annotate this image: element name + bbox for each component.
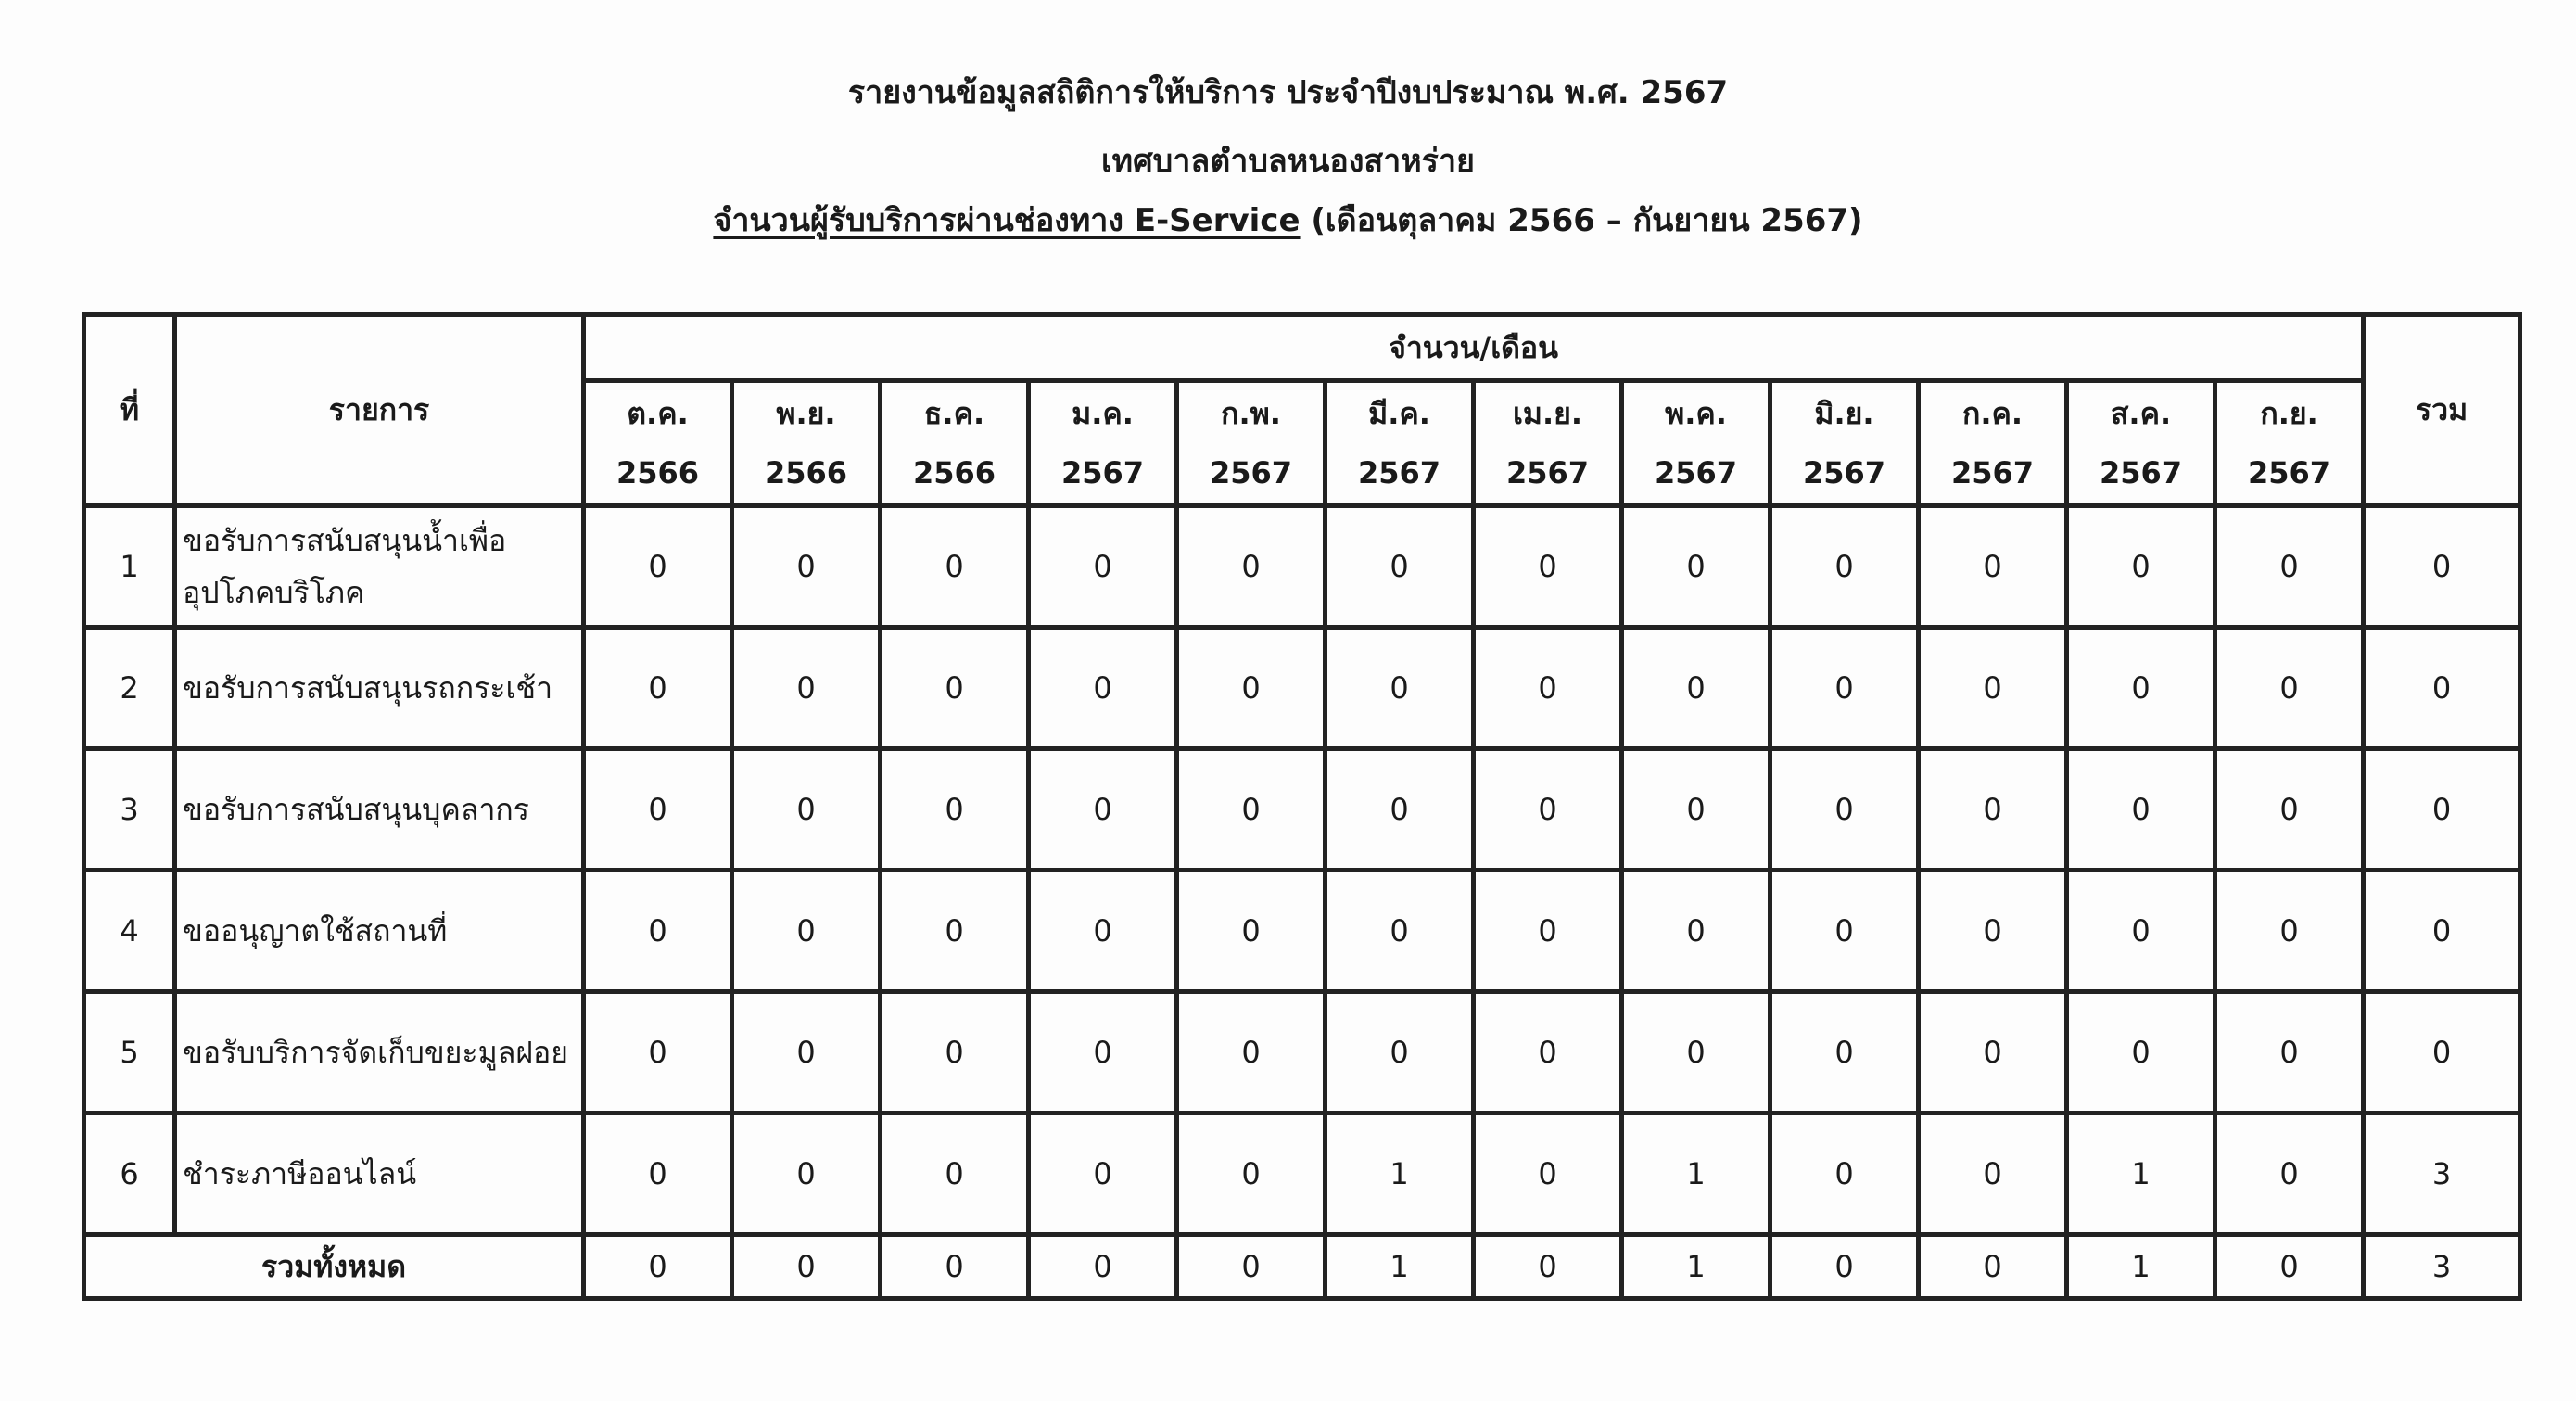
table-row (84, 871, 2520, 992)
row-month-value: 0 (1326, 628, 1474, 749)
row-item: ขออนุญาตใช้สถานที่ (175, 871, 584, 992)
row-month-value: 1 (1622, 1114, 1770, 1235)
row-month-value: 0 (732, 992, 881, 1114)
header-month-name: ธ.ค. (923, 396, 985, 431)
grand-total-month-value: 0 (1770, 1235, 1919, 1299)
row-month-value: 0 (1029, 1114, 1177, 1235)
table-row (84, 628, 2520, 749)
header-month (2067, 381, 2215, 506)
row-item: ขอรับการสนับสนุนบุคลากร (175, 749, 584, 871)
header-row-top (84, 315, 2520, 381)
grand-total-month-value: 0 (1474, 1235, 1622, 1299)
row-month-value: 0 (2067, 871, 2215, 992)
header-month-year: 2567 (2099, 455, 2183, 490)
header-month-group: จำนวน/เดือน (584, 315, 2364, 381)
header-month-year: 2567 (1505, 455, 1590, 490)
header-month-name: ก.ค. (1961, 396, 2024, 431)
row-month-value: 0 (1029, 749, 1177, 871)
grand-total-month-value: 0 (881, 1235, 1029, 1299)
row-month-value: 0 (2067, 506, 2215, 628)
row-item: ขอรับการสนับสนุนรถกระเช้า (175, 628, 584, 749)
row-total: 0 (2364, 992, 2520, 1114)
row-month-value: 0 (1770, 749, 1919, 871)
row-month-value: 0 (1622, 871, 1770, 992)
row-month-value: 0 (2215, 871, 2364, 992)
row-month-value: 0 (1177, 992, 1326, 1114)
row-month-value: 0 (584, 1114, 732, 1235)
row-number: 6 (84, 1114, 175, 1235)
row-item: ชำระภาษีออนไลน์ (175, 1114, 584, 1235)
grand-total-month-value: 0 (1919, 1235, 2067, 1299)
header-no: ที่ (84, 315, 175, 506)
header-month-name: พ.ย. (776, 396, 836, 431)
row-month-value: 0 (881, 506, 1029, 628)
row-month-value: 0 (732, 749, 881, 871)
row-item: ขอรับการสนับสนุนน้ำเพื่ออุปโภคบริโภค (175, 506, 584, 628)
header-month-name: มี.ค. (1368, 396, 1430, 431)
row-month-value: 0 (2215, 749, 2364, 871)
table-row (84, 749, 2520, 871)
row-month-value: 0 (1177, 1114, 1326, 1235)
row-number: 5 (84, 992, 175, 1114)
row-month-value: 0 (2215, 628, 2364, 749)
row-month-value: 0 (1474, 628, 1622, 749)
organization-name: เทศบาลตำบลหนองสาหร่าย (1101, 143, 1475, 180)
header-month (1919, 381, 2067, 506)
row-month-value: 0 (1177, 749, 1326, 871)
header-month (1326, 381, 1474, 506)
grand-total-month-value: 1 (1326, 1235, 1474, 1299)
header-month (1029, 381, 1177, 506)
grand-total-month-value: 0 (732, 1235, 881, 1299)
row-month-value: 0 (1622, 749, 1770, 871)
row-total: 0 (2364, 871, 2520, 992)
table-row (84, 1114, 2520, 1235)
row-month-value: 0 (1622, 992, 1770, 1114)
row-month-value: 0 (1919, 871, 2067, 992)
row-month-value: 0 (1474, 506, 1622, 628)
header-month-name: ก.พ. (1221, 396, 1281, 431)
row-month-value: 0 (1029, 628, 1177, 749)
row-month-value: 0 (1919, 628, 2067, 749)
row-month-value: 0 (732, 1114, 881, 1235)
row-month-value: 0 (1622, 506, 1770, 628)
header-month-year: 2567 (1209, 455, 1293, 490)
row-month-value: 0 (1770, 992, 1919, 1114)
row-month-value: 0 (1770, 1114, 1919, 1235)
header-month-year: 2567 (1357, 455, 1441, 490)
grand-total-value: 3 (2364, 1235, 2520, 1299)
row-month-value: 0 (732, 506, 881, 628)
row-month-value: 0 (1177, 871, 1326, 992)
row-item: ขอรับบริการจัดเก็บขยะมูลฝอย (175, 992, 584, 1114)
row-month-value: 0 (1326, 992, 1474, 1114)
row-month-value: 0 (2067, 992, 2215, 1114)
row-total: 0 (2364, 506, 2520, 628)
row-month-value: 0 (1474, 871, 1622, 992)
report-title: รายงานข้อมูลสถิติการให้บริการ ประจำปีงบประมาณ พ.ศ. 2567 (847, 74, 1729, 111)
row-month-value: 0 (1770, 628, 1919, 749)
row-month-value: 0 (881, 992, 1029, 1114)
grand-total-label: รวมทั้งหมด (84, 1235, 584, 1299)
row-month-value: 0 (1770, 506, 1919, 628)
row-month-value: 0 (1919, 992, 2067, 1114)
header-month (732, 381, 881, 506)
row-month-value: 0 (881, 871, 1029, 992)
header-month-name: ม.ค. (1072, 396, 1134, 431)
row-month-value: 0 (1029, 992, 1177, 1114)
grand-total-month-value: 1 (1622, 1235, 1770, 1299)
row-month-value: 0 (1474, 1114, 1622, 1235)
header-month-name: เม.ย. (1512, 396, 1583, 431)
row-month-value: 0 (584, 749, 732, 871)
grand-total-month-value: 0 (1029, 1235, 1177, 1299)
row-month-value: 0 (2067, 628, 2215, 749)
row-month-value: 0 (1919, 506, 2067, 628)
header-month-year: 2566 (912, 455, 996, 490)
row-month-value: 0 (1326, 871, 1474, 992)
table-row (84, 506, 2520, 628)
report-subtitle (0, 200, 2576, 241)
row-number: 1 (84, 506, 175, 628)
row-month-value: 0 (881, 1114, 1029, 1235)
row-total: 3 (2364, 1114, 2520, 1235)
grand-total-month-value: 0 (2215, 1235, 2364, 1299)
row-month-value: 0 (2215, 992, 2364, 1114)
header-month-name: มิ.ย. (1814, 396, 1874, 431)
header-month (2215, 381, 2364, 506)
grand-total-month-value: 0 (1177, 1235, 1326, 1299)
row-month-value: 0 (1326, 749, 1474, 871)
header-item: รายการ (175, 315, 584, 506)
row-number: 2 (84, 628, 175, 749)
report-period: (เดือนตุลาคม 2566 – กันยายน 2567) (1300, 202, 1863, 239)
header-month-year: 2566 (764, 455, 848, 490)
row-total: 0 (2364, 749, 2520, 871)
row-month-value: 0 (1919, 749, 2067, 871)
header-month (1622, 381, 1770, 506)
row-month-value: 0 (584, 992, 732, 1114)
row-month-value: 1 (1326, 1114, 1474, 1235)
row-month-value: 0 (584, 628, 732, 749)
row-month-value: 0 (881, 628, 1029, 749)
row-month-value: 0 (1770, 871, 1919, 992)
row-month-value: 0 (1029, 506, 1177, 628)
header-month-year: 2567 (1950, 455, 2035, 490)
header-month-name: พ.ค. (1665, 396, 1727, 431)
grand-total-month-value: 1 (2067, 1235, 2215, 1299)
header-total: รวม (2364, 315, 2520, 506)
header-month-year: 2567 (2248, 455, 2331, 490)
table-body (84, 506, 2520, 1299)
row-month-value: 0 (1326, 506, 1474, 628)
header-month-year: 2567 (1802, 455, 1886, 490)
report-subtitle-underlined: จำนวนผู้รับบริการผ่านช่องทาง E-Service (713, 202, 1301, 239)
row-month-value: 0 (1177, 506, 1326, 628)
row-month-value: 0 (732, 871, 881, 992)
row-number: 3 (84, 749, 175, 871)
header-month-year: 2566 (615, 455, 700, 490)
row-month-value: 0 (584, 506, 732, 628)
row-month-value: 0 (1474, 992, 1622, 1114)
row-month-value: 0 (1622, 628, 1770, 749)
row-month-value: 0 (881, 749, 1029, 871)
row-month-value: 0 (1177, 628, 1326, 749)
row-month-value: 0 (1029, 871, 1177, 992)
header-month (584, 381, 732, 506)
header-month-year: 2567 (1654, 455, 1738, 490)
row-number: 4 (84, 871, 175, 992)
row-month-value: 0 (732, 628, 881, 749)
header-month (1177, 381, 1326, 506)
header-month-year: 2567 (1060, 455, 1145, 490)
row-month-value: 0 (1474, 749, 1622, 871)
header-month-name: ส.ค. (2110, 396, 2172, 431)
header-month (1474, 381, 1622, 506)
grand-total-month-value: 0 (584, 1235, 732, 1299)
row-month-value: 0 (2215, 1114, 2364, 1235)
row-month-value: 0 (584, 871, 732, 992)
header-month (881, 381, 1029, 506)
grand-total-row (84, 1235, 2520, 1299)
table-row (84, 992, 2520, 1114)
header-month-name: ก.ย. (2260, 396, 2318, 431)
statistics-table (82, 312, 2522, 1301)
row-month-value: 0 (2215, 506, 2364, 628)
row-month-value: 0 (2067, 749, 2215, 871)
row-month-value: 0 (1919, 1114, 2067, 1235)
header-month (1770, 381, 1919, 506)
row-month-value: 1 (2067, 1114, 2215, 1235)
row-total: 0 (2364, 628, 2520, 749)
header-month-name: ต.ค. (627, 396, 689, 431)
